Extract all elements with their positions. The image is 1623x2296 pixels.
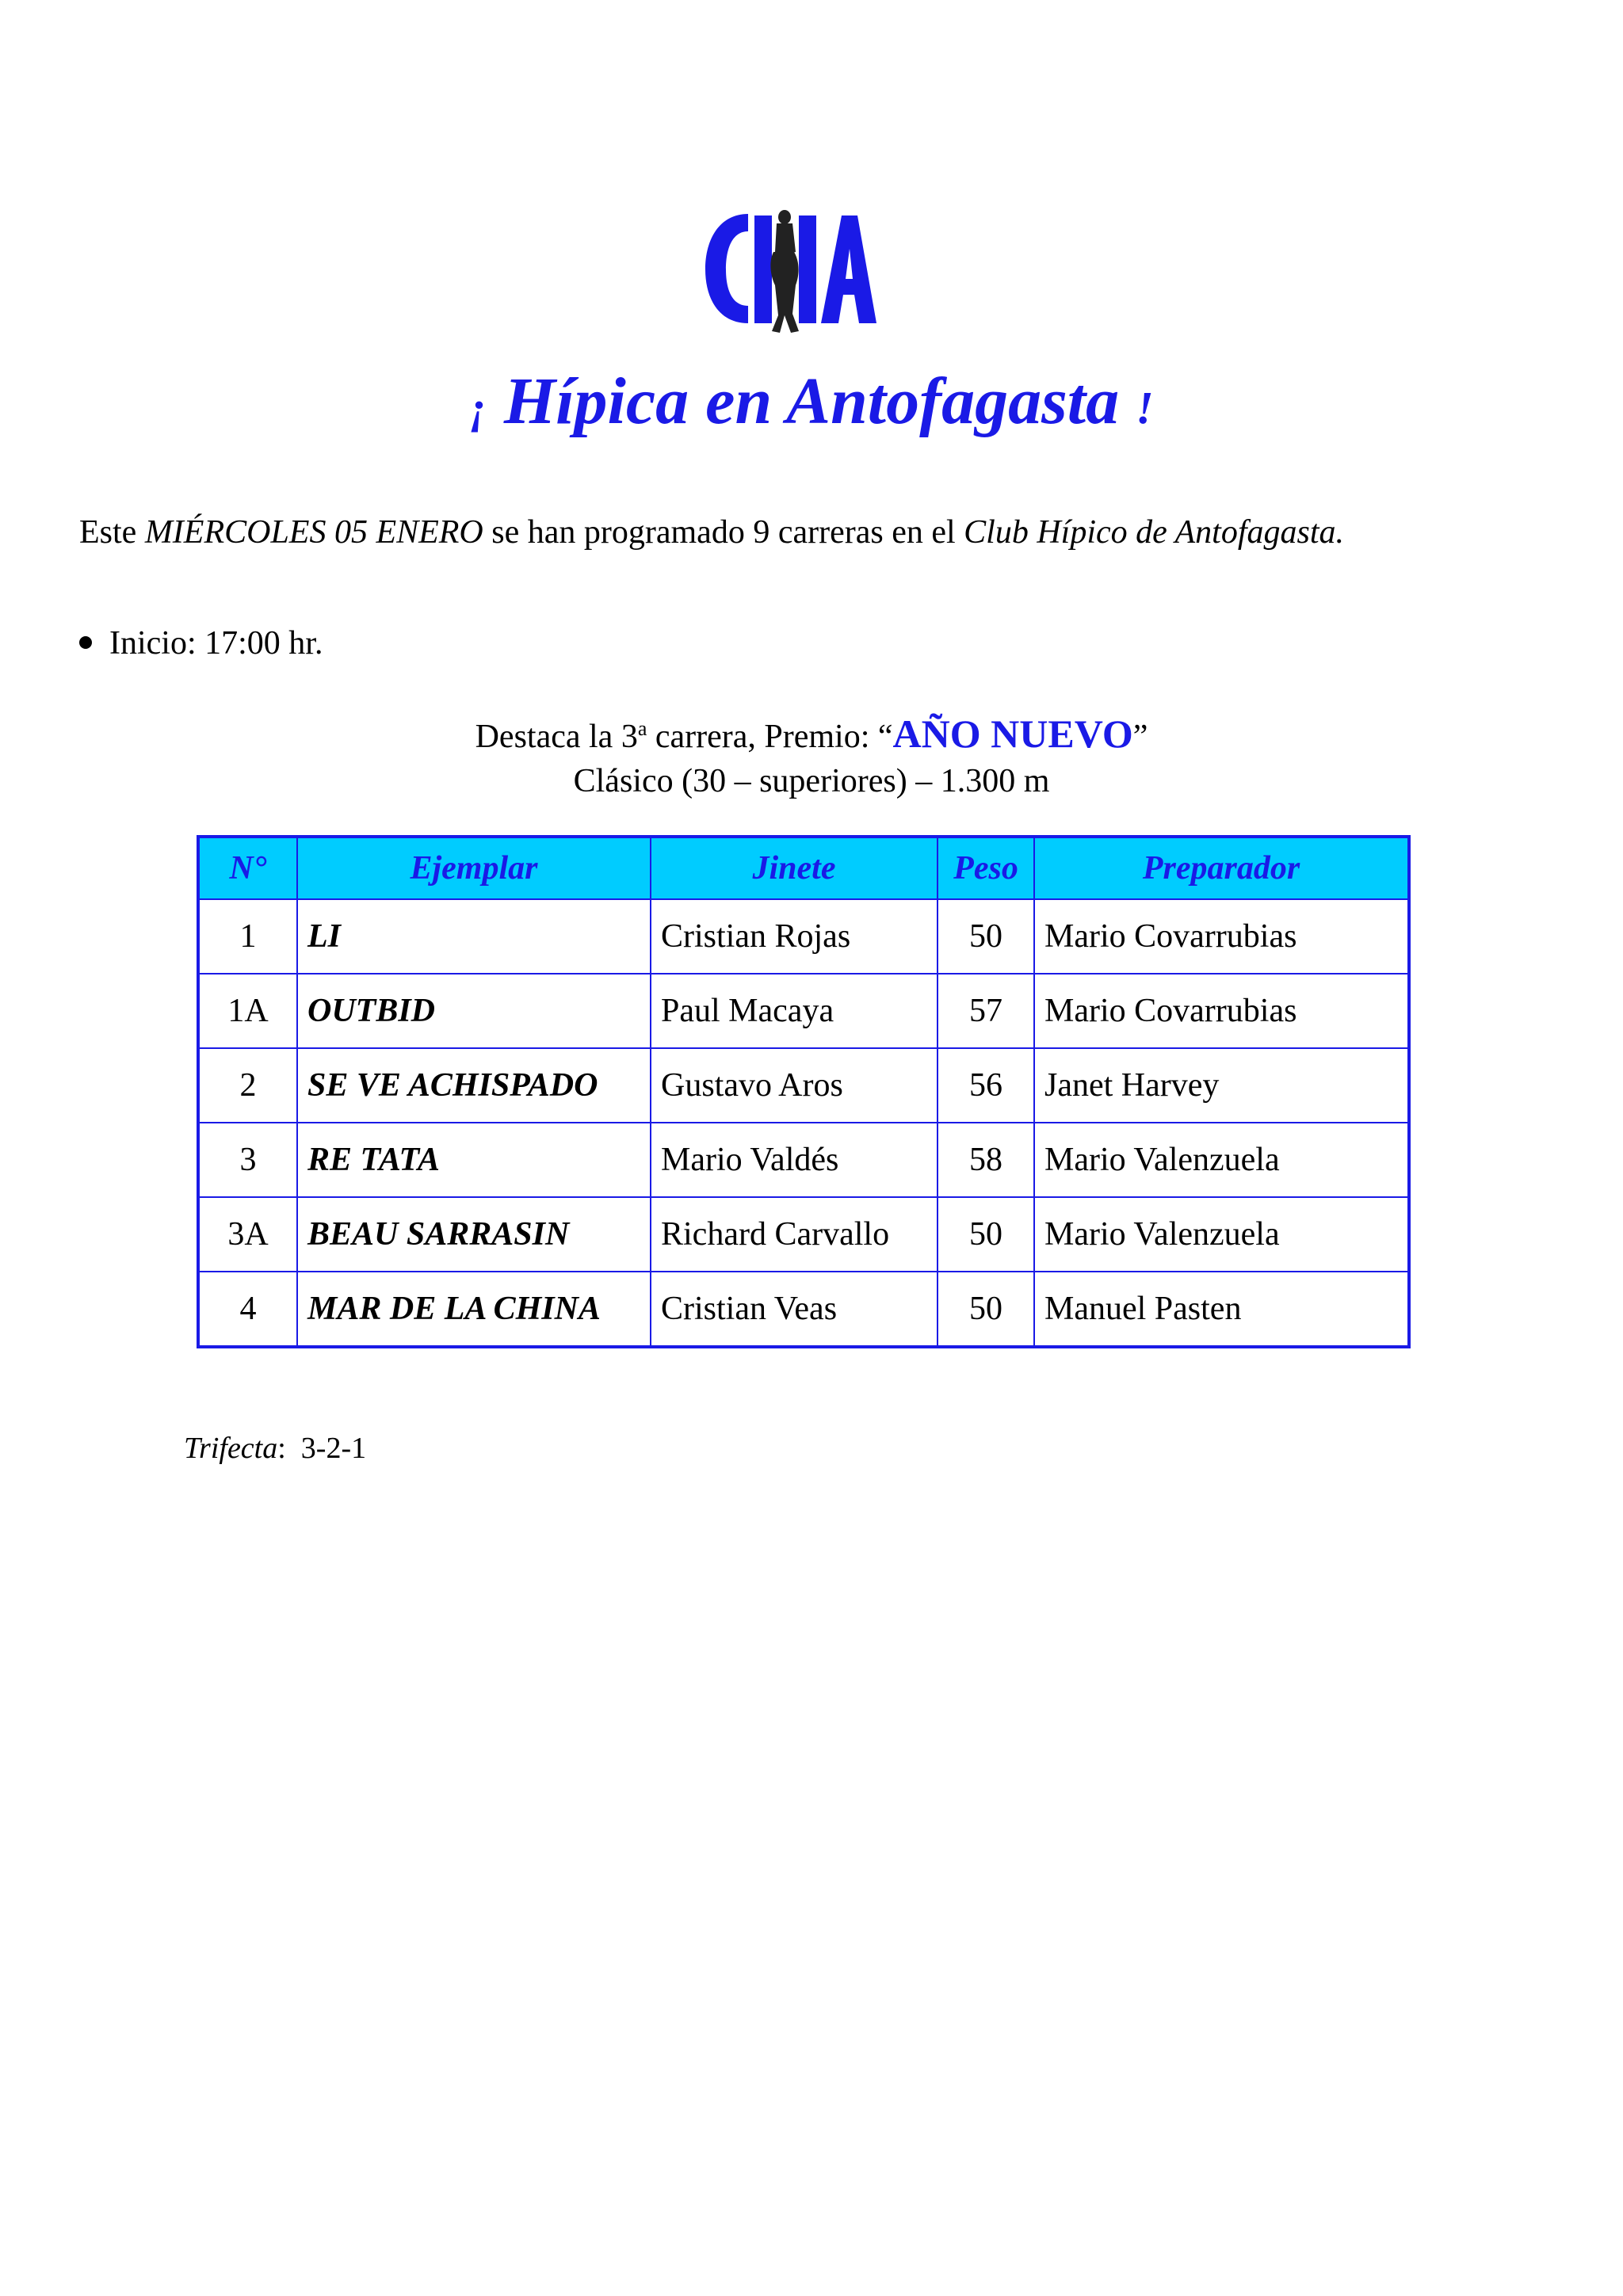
cell-jockey: Richard Carvallo — [651, 1197, 938, 1272]
cell-number: 1 — [198, 899, 297, 974]
cell-number: 4 — [198, 1272, 297, 1347]
cell-trainer: Mario Covarrubias — [1034, 899, 1409, 974]
page-title — [0, 358, 1623, 452]
featured-race-line1 — [0, 707, 1623, 759]
cell-horse: RE TATA — [297, 1123, 651, 1197]
cell-weight: 57 — [938, 974, 1034, 1048]
trifecta-value: 3-2-1 — [300, 1432, 367, 1465]
featured-ordinal: a — [637, 717, 647, 740]
cell-horse: LI — [297, 899, 651, 974]
featured-prize: AÑO NUEVO — [892, 711, 1133, 756]
start-time-item — [79, 620, 323, 667]
cell-jockey: Paul Macaya — [651, 974, 938, 1048]
table-row — [198, 1272, 1409, 1347]
featured-suffix: ” — [1132, 719, 1148, 755]
cell-weight: 50 — [938, 1272, 1034, 1347]
cell-weight: 56 — [938, 1048, 1034, 1123]
header-weight: Peso — [938, 837, 1034, 899]
intro-paragraph — [79, 509, 1585, 556]
cell-trainer: Janet Harvey — [1034, 1048, 1409, 1123]
cell-jockey: Cristian Veas — [651, 1272, 938, 1347]
header-jockey: Jinete — [651, 837, 938, 899]
header-horse: Ejemplar — [297, 837, 651, 899]
cell-horse: SE VE ACHISPADO — [297, 1048, 651, 1123]
bullet-icon — [79, 636, 92, 649]
table-row — [198, 1123, 1409, 1197]
cell-number: 2 — [198, 1048, 297, 1123]
trifecta-label: Trifecta — [184, 1432, 278, 1465]
race-entries-table — [197, 835, 1411, 1348]
intro-part2: se han programado 9 carreras en el — [491, 514, 956, 551]
table-row — [198, 974, 1409, 1048]
featured-middle: carrera, Premio: “ — [647, 719, 893, 755]
cell-horse: MAR DE LA CHINA — [297, 1272, 651, 1347]
title-close-mark: ! — [1136, 382, 1154, 433]
club-logo — [693, 196, 880, 339]
cell-trainer: Manuel Pasten — [1034, 1272, 1409, 1347]
header-trainer: Preparador — [1034, 837, 1409, 899]
cell-horse: BEAU SARRASIN — [297, 1197, 651, 1272]
cell-jockey: Gustavo Aros — [651, 1048, 938, 1123]
cell-jockey: Mario Valdés — [651, 1123, 938, 1197]
table-header-row — [198, 837, 1409, 899]
cell-weight: 50 — [938, 899, 1034, 974]
cell-number: 1A — [198, 974, 297, 1048]
intro-part1: Este — [79, 514, 137, 551]
intro-date: MIÉRCOLES 05 ENERO — [144, 514, 483, 551]
start-time-text: Inicio: 17:00 hr. — [109, 625, 323, 662]
cell-weight: 58 — [938, 1123, 1034, 1197]
intro-venue: Club Hípico de Antofagasta. — [964, 514, 1345, 551]
featured-prefix: Destaca la 3 — [475, 719, 638, 755]
table-row — [198, 1048, 1409, 1123]
title-open-mark: ¡ — [469, 382, 487, 433]
cell-number: 3A — [198, 1197, 297, 1272]
title-text: Hípica en Antofagasta — [503, 364, 1120, 438]
featured-race-line2: Clásico (30 – superiores) – 1.300 m — [573, 763, 1050, 799]
header-number: N° — [198, 837, 297, 899]
cell-number: 3 — [198, 1123, 297, 1197]
cell-jockey: Cristian Rojas — [651, 899, 938, 974]
cell-weight: 50 — [938, 1197, 1034, 1272]
cell-horse: OUTBID — [297, 974, 651, 1048]
table-row — [198, 899, 1409, 974]
cell-trainer: Mario Valenzuela — [1034, 1197, 1409, 1272]
trifecta-result: Trifecta: 3-2-1 — [184, 1432, 367, 1465]
featured-race — [0, 707, 1623, 803]
table-row — [198, 1197, 1409, 1272]
cell-trainer: Mario Covarrubias — [1034, 974, 1409, 1048]
cell-trainer: Mario Valenzuela — [1034, 1123, 1409, 1197]
